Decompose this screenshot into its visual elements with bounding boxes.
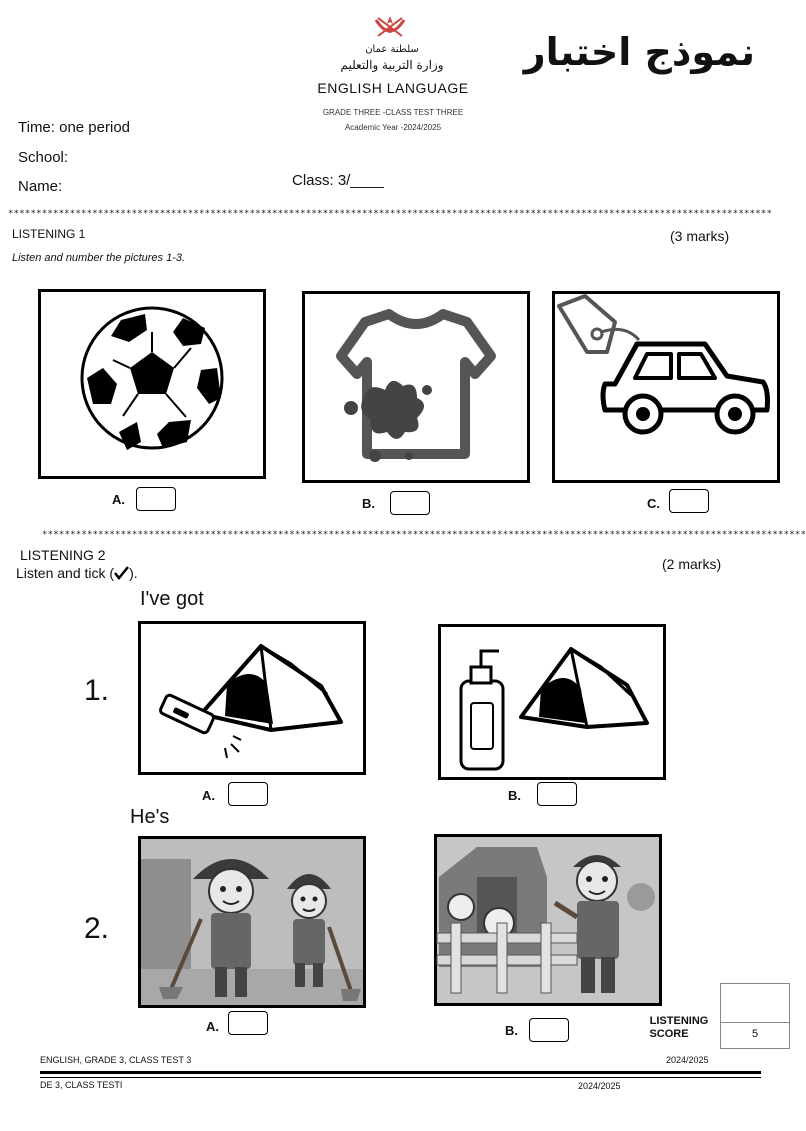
- arabic-title: نموذج اختبار: [523, 30, 755, 74]
- q2-picture-a-box: [138, 836, 366, 1008]
- listening2-instruction: [16, 565, 138, 581]
- footer-right-2: 2024/2025: [578, 1081, 621, 1091]
- time-label: Time: one period: [18, 119, 131, 136]
- score-box-divider: [721, 1022, 789, 1023]
- q1-picture-a-box: [138, 621, 366, 775]
- q2-option-b-label: B.: [505, 1023, 518, 1038]
- tick-icon: [114, 566, 129, 580]
- subject-title: ENGLISH LANGUAGE: [317, 80, 469, 96]
- football-icon: [41, 292, 263, 476]
- q1-prompt: I've got: [140, 588, 204, 610]
- footer-left: ENGLISH, GRADE 3, CLASS TEST 3: [40, 1055, 192, 1065]
- q1-number: 1.: [84, 674, 110, 707]
- q1-answer-box-b[interactable]: [537, 782, 577, 806]
- sultanate-arabic-text: سلطنة عمان: [365, 44, 419, 55]
- q2-number: 2.: [84, 912, 110, 945]
- q1-option-a-label: A.: [202, 788, 215, 803]
- answer-box-c[interactable]: [669, 489, 709, 513]
- footer-rule-thin: [40, 1077, 761, 1078]
- option-b-label: B.: [362, 496, 375, 511]
- separator-line-2: ****************************************************************************************************************************************: [42, 530, 806, 540]
- option-a-label: A.: [112, 492, 125, 507]
- listening2-instruction-end: ).: [129, 565, 138, 581]
- name-label: Name:: [18, 178, 63, 195]
- q2-prompt: He's: [130, 806, 170, 828]
- q1-answer-box-a[interactable]: [228, 782, 268, 806]
- option-c-label: C.: [647, 496, 660, 511]
- picture-b-box: [302, 291, 530, 483]
- boy-painting-fence-picture: [437, 837, 659, 1003]
- listening2-title: LISTENING 2: [20, 547, 106, 563]
- listening1-instruction: Listen and number the pictures 1-3.: [12, 252, 186, 264]
- academic-year: Academic Year -2024/2025: [344, 123, 442, 132]
- answer-box-b[interactable]: [390, 491, 430, 515]
- score-label-line1: LISTENING: [649, 1015, 709, 1027]
- grade-line: GRADE THREE -CLASS TEST THREE: [322, 108, 464, 117]
- score-box: [720, 983, 790, 1049]
- listening1-marks: (3 marks): [670, 228, 730, 244]
- listening2-marks: (2 marks): [662, 556, 722, 572]
- q2-answer-box-a[interactable]: [228, 1011, 268, 1035]
- q2-option-a-label: A.: [206, 1019, 219, 1034]
- tent-and-torch-icon: [141, 624, 363, 772]
- q1-picture-b-box: [438, 624, 666, 780]
- car-with-tag-icon: [555, 294, 777, 480]
- oman-emblem-icon: [368, 12, 412, 46]
- answer-box-a[interactable]: [136, 487, 176, 511]
- school-label: School:: [18, 149, 69, 166]
- stained-tshirt-icon: [305, 294, 527, 480]
- footer-right: 2024/2025: [666, 1055, 709, 1065]
- q1-option-b-label: B.: [508, 788, 521, 803]
- boys-sweeping-barn-picture: [141, 839, 363, 1005]
- bottle-and-tent-icon: [441, 627, 663, 777]
- q2-picture-b-box: [434, 834, 662, 1006]
- ministry-arabic-text: وزارة التربية والتعليم: [340, 58, 444, 72]
- listening2-instruction-text: Listen and tick (: [16, 565, 115, 581]
- picture-c-box: [552, 291, 780, 483]
- separator-line: ****************************************************************************************************************************************: [8, 209, 773, 219]
- picture-a-box: [38, 289, 266, 479]
- footer-rule: [40, 1071, 761, 1074]
- q2-answer-box-b[interactable]: [529, 1018, 569, 1042]
- score-value: 5: [751, 1028, 759, 1040]
- listening1-title: LISTENING 1: [12, 227, 86, 241]
- footer-left-2: DE 3, CLASS TESTI: [40, 1080, 123, 1090]
- class-label: Class: 3/____: [292, 172, 384, 189]
- score-label-line2: SCORE: [649, 1028, 689, 1040]
